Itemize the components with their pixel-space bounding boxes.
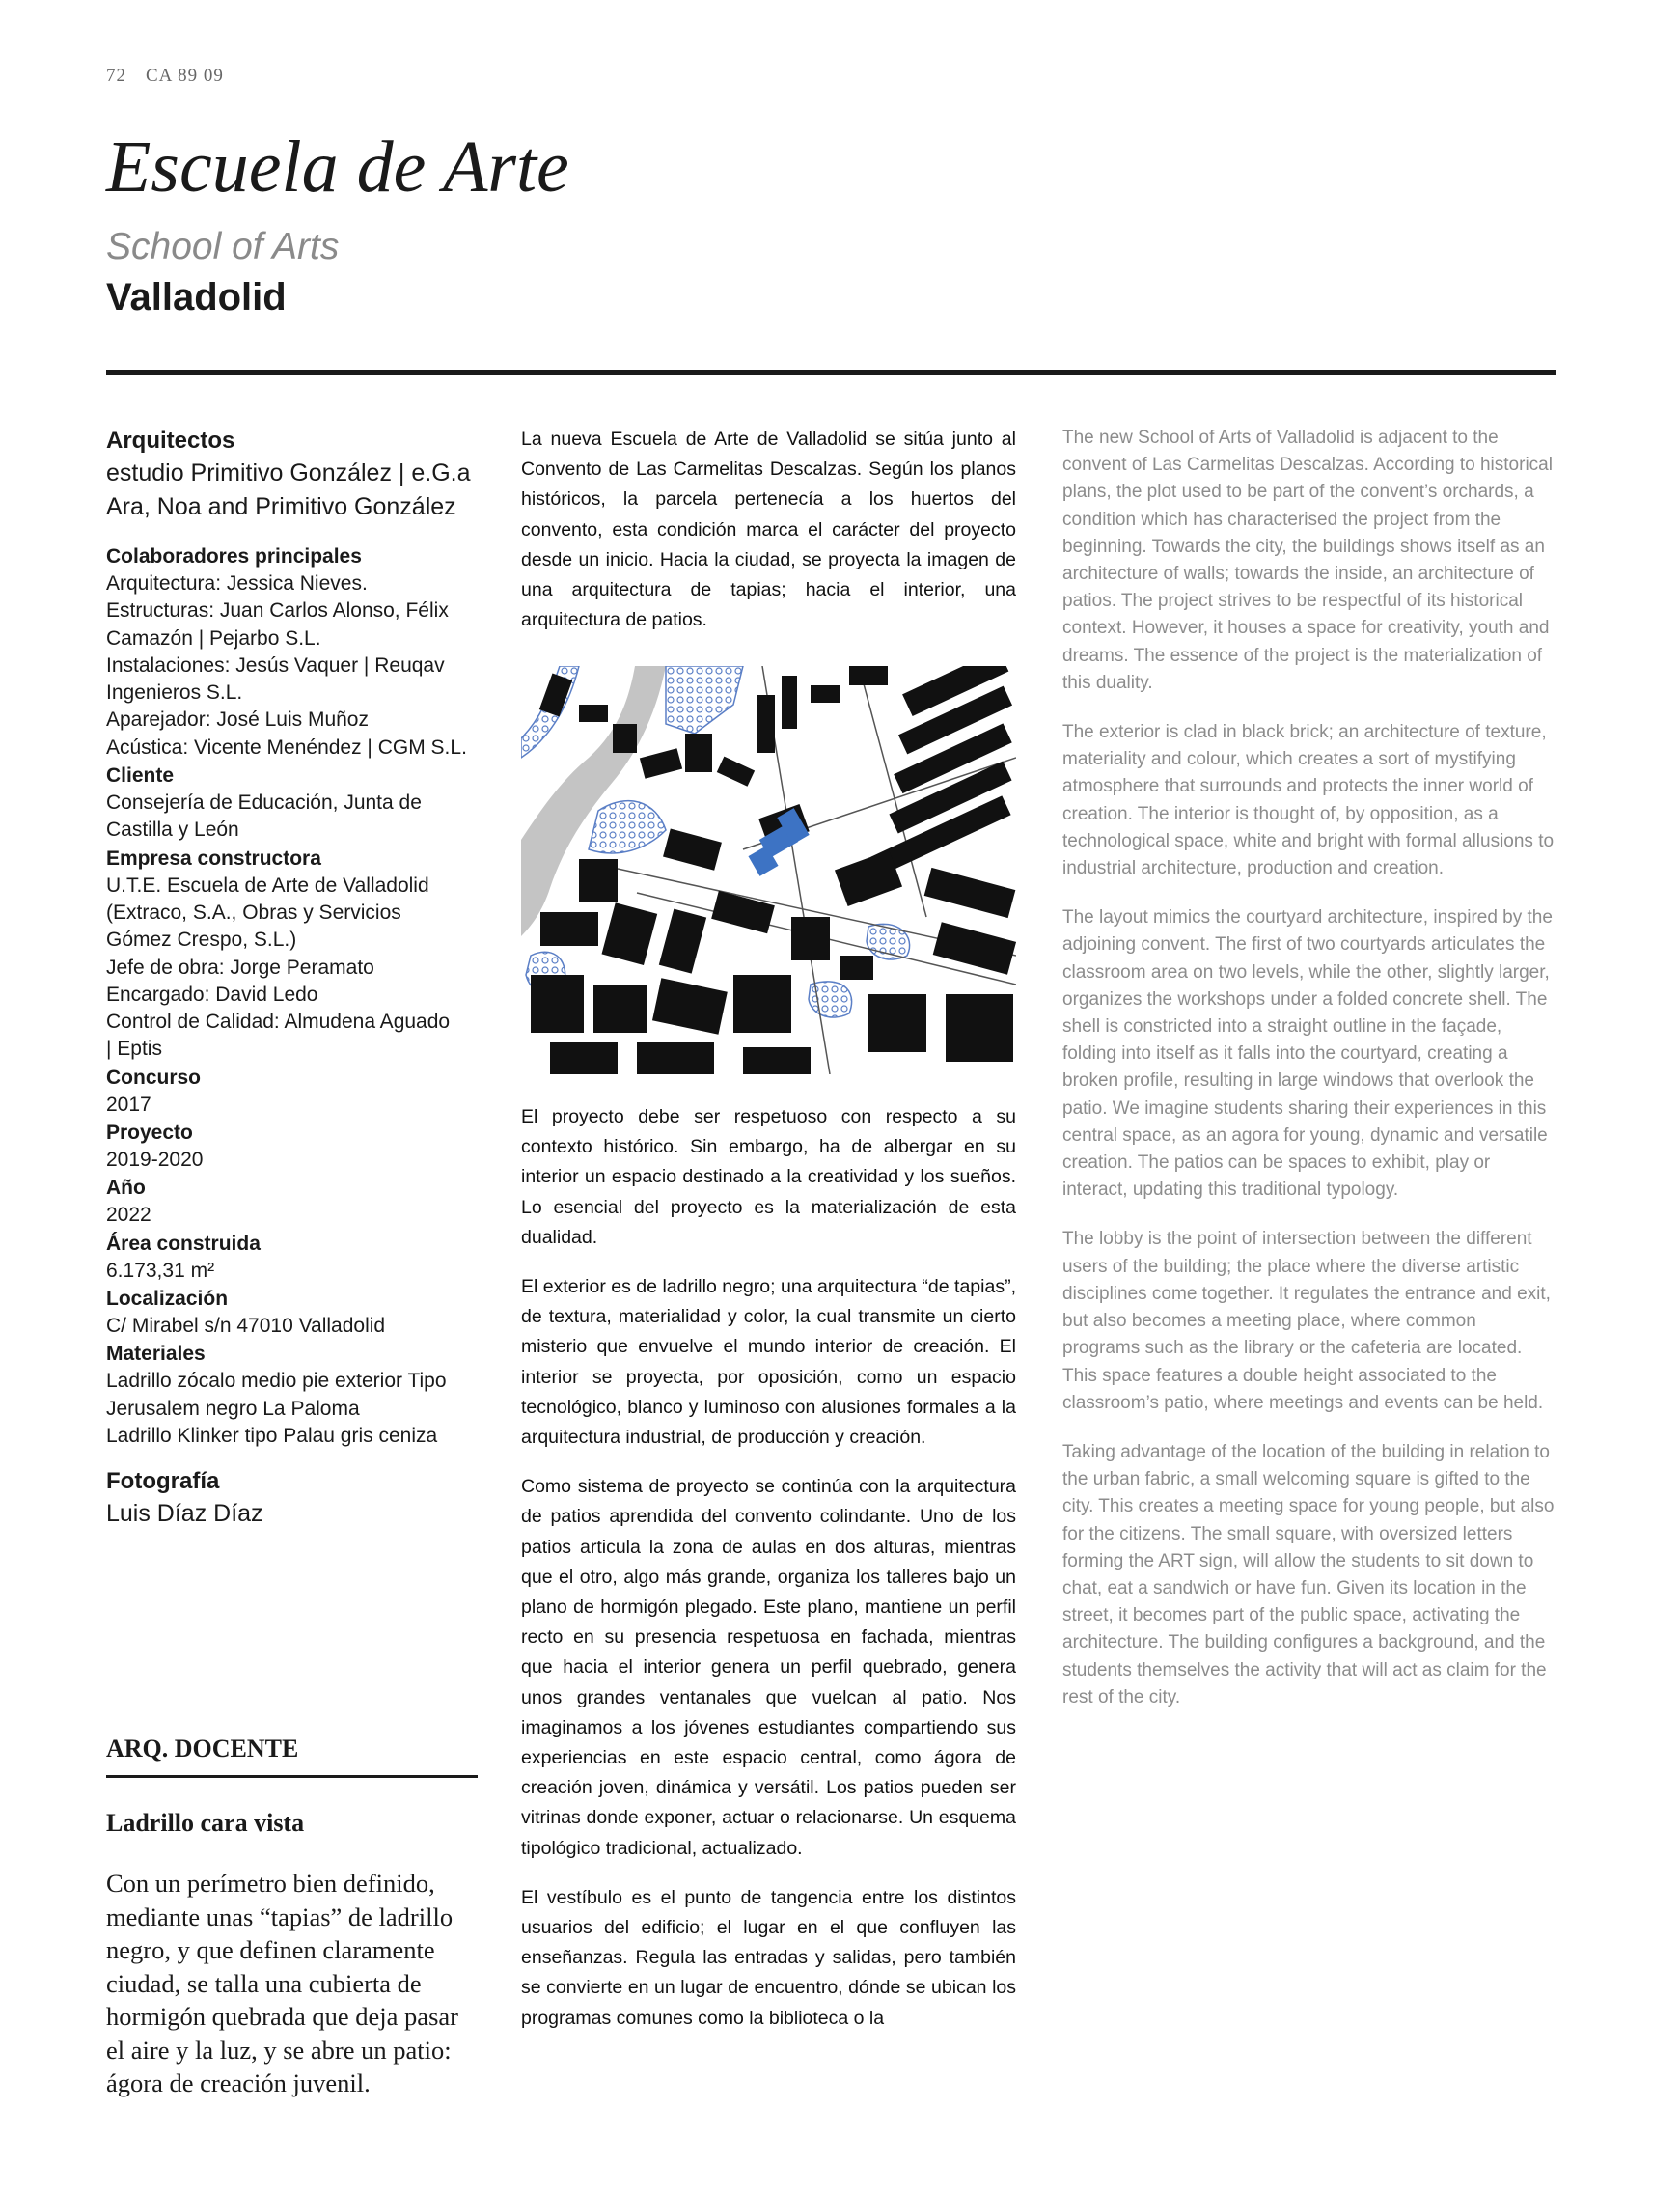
page-folio [106,66,224,87]
english-paragraph: The lobby is the point of intersection between the different users of the building; the place where the diverse artistic disciplines come together. It regulates the entrance and exit, but also becomes a meeting place, where common programs such as the library or the cafeteria are located. This space features a double height associated to the classroom’s patio, where meetings and events can be held. [1062,1229,1551,1413]
credit-value [106,1202,497,1229]
category-heading: ARQ. DOCENTE [106,1733,478,1778]
credit-line: Camazón | Pejarbo S.L. [106,626,321,650]
architects-line: estudio Primitivo González | e.G.a [106,459,471,486]
credit-value [106,570,497,762]
credit-value [106,873,497,1064]
credit-line: Encargado: David Ledo [106,983,318,1006]
article-city: Valladolid [106,276,287,319]
english-paragraph: The exterior is clad in black brick; an architecture of texture, materiality and colour, which creates a sort of mystifying atmosphere that surrounds and protects the inner world of creation. The interior is thought of, by opposition, as a technological space, white and bright with formal allusions to industrial architecture, production and creation. [1062,722,1555,879]
architects-label: Arquitectos [106,428,235,454]
credit-line: Consejería de Educación, Junta de [106,791,422,815]
credit-group [106,845,497,1064]
credit-line: Arquitectura: Jessica Nieves. [106,572,368,595]
credit-line: Instalaciones: Jesús Vaquer | Reuqav [106,653,445,677]
photo-label: Fotografía [106,1468,220,1495]
credit-group [106,542,497,762]
credit-line: 2019-2020 [106,1149,204,1172]
credit-label: Materiales [106,1343,206,1366]
credit-line: Ladrillo Klinker tipo Palau gris ceniza [106,1424,438,1447]
credit-line: Jerusalem negro La Paloma [106,1397,360,1420]
credit-label: Empresa constructora [106,847,321,870]
spanish-paragraph: La nueva Escuela de Arte de Valladolid se sitúa junto al Convento de Las Carmelitas Descalzas. Según los planos históricos, la parcela pertenecía a los huertos del convento, esta condición marca el carácter del proyecto desde un inicio. Hacia la ciudad, se proyecta la imagen de una arquitectura de tapias; hacia el interior, una arquitectura de patios. [521,429,1016,631]
architects-line: Ara, Noa and Primitivo González [106,492,456,520]
article-title: Escuela de Arte [106,126,569,208]
article-subtitle: School of Arts [106,226,340,267]
spanish-paragraph: El proyecto debe ser respetuoso con respecto a su contexto histórico. Sin embargo, ha de albergar en su interior un espacio destinado a la creatividad y los sueños. Lo esencial del proyecto es la materialización de esta dualidad. [521,1106,1016,1248]
credit-group [106,762,497,845]
credit-line: Ladrillo zócalo medio pie exterior Tipo [106,1370,447,1393]
credit-line: 2022 [106,1204,151,1227]
site-plan-drawing [521,666,1016,1074]
credit-label: Área construida [106,1232,261,1255]
spanish-paragraph: Como sistema de proyecto se continúa con la arquitectura de patios aprendida del convento colindante. Uno de los patios articula la zona de aulas en dos alturas, mientras que el otro, algo más grande, organiza los talleres bajo un plano de hormigón plegado. Este plano, mantiene un perfil recto en su presencia respetuosa en fachada, mientras que hacia el interior genera un perfil quebrado, genera unos grandes ventanales que vuelcan al patio. Nos imaginamos a los jóvenes estudiantes compartiendo sus experiencias en este espacio central, como ágora de creación joven, dinámica y versátil. Los patios pueden ser vitrinas donde exponer, actuar o relacionarse. Un esquema tipológico tradicional, actualizado. [521,1476,1016,1859]
spanish-paragraph: El vestíbulo es el punto de tangencia entre los distintos usuarios del edificio; el lugar en el que confluyen las enseñanzas. Regula las entradas y salidas, pero también se convierte en un lugar de encuentro, dónde se ubican los programas comunes como la biblioteca o la [521,1886,1016,2029]
credit-line: Ingenieros S.L. [106,681,243,705]
credit-line: Acústica: Vicente Menéndez | CGM S.L. [106,736,467,759]
credit-line: 2017 [106,1093,151,1116]
credit-label: Colaboradores principales [106,545,362,568]
spanish-body [521,1102,1016,2053]
english-paragraph: The new School of Arts of Valladolid is adjacent to the convent of Las Carmelitas Descalzas. According to historical plans, the plot used to be part of the convent’s orchards, a condition which has characterised the project from the beginning. Towards the city, the buildings shows itself as an architecture of walls; towards the inside, an architecture of patios. The project strives to be respectful of its historical context. However, it houses a space for creativity, youth and dreams. The essence of the project is the materialization of this duality. [1062,428,1553,693]
category-subheading: Ladrillo cara vista [106,1809,305,1837]
credit-line: Gómez Crespo, S.L.) [106,929,297,952]
credit-label: Proyecto [106,1122,193,1145]
english-column [1062,425,1556,1734]
credit-value [106,1147,497,1174]
category-summary: Con un perímetro bien definido, mediante unas “tapias” de ladrillo negro, y que definen claramente ciudad, se talla una cubierta de hormigón quebrada que deja pasar el aire y la luz, y se abre un patio: ágora de creación juvenil. [106,1869,458,2097]
photo-value: Luis Díaz Díaz [106,1500,263,1528]
english-paragraph: Taking advantage of the location of the building in relation to the urban fabric, a small welcoming square is gifted to the city. This creates a meeting space for young people, but also for the citizens. The small square, with oversized letters forming the ART sign, will allow the students to sit down to chat, eat a sandwich or have fun. Given its location in the street, it becomes part of the public space, activating the architecture. The building configures a background, and the students themselves the activity that will act as claim for the rest of the city. [1062,1441,1555,1707]
credit-line: Jefe de obra: Jorge Peramato [106,956,374,979]
credit-group [106,1230,497,1285]
credit-groups [106,542,497,1450]
credit-group [106,1340,497,1450]
issue-code: CA 89 09 [146,66,224,86]
credit-line: Estructuras: Juan Carlos Alonso, Félix [106,599,449,623]
english-paragraph: The layout mimics the courtyard architecture, inspired by the adjoining convent. The first of two courtyards articulates the classroom area on two levels, while the other, slightly larger, organizes the workshops under a folded concrete shell. The shell is constricted into a straight outline in the façade, folding into itself as it falls into the courtyard, creating a broken profile, resulting in large windows that overlook the patio. We imagine students sharing their experiences in this central space, as an agora for young, dynamic and versatile creation. The patios can be spaces to exhibit, play or interact, updating this traditional typology. [1062,907,1553,1201]
credit-label: Concurso [106,1066,202,1089]
credit-group [106,1285,497,1340]
category-sidebar [106,1733,478,2100]
spanish-paragraph: El exterior es de ladrillo negro; una arquitectura “de tapias”, de textura, materialidad y color, la cual transmite un cierto misterio que envuelve el mundo interior de creación. El interior se proyecta, por oposición, como un espacio tecnológico, blanco y luminoso con alusiones formales a la arquitectura industrial, de producción y creación. [521,1276,1016,1449]
page-number: 72 [106,66,126,86]
spanish-intro [521,425,1016,654]
credit-line: C/ Mirabel s/n 47010 Valladolid [106,1314,386,1337]
credit-line: Aparejador: José Luis Muñoz [106,708,369,732]
credit-line: 6.173,31 m² [106,1259,215,1282]
credit-group [106,1064,497,1119]
credit-label: Cliente [106,764,175,788]
credit-value [106,1313,497,1340]
credit-label: Año [106,1177,146,1200]
credit-line: | Eptis [106,1038,162,1061]
credit-value [106,1258,497,1285]
site-plan-map [521,666,1016,1074]
credit-value [106,790,497,845]
credit-line: (Extraco, S.A., Obras y Servicios [106,901,401,924]
architects-value [106,457,497,523]
credit-value [106,1368,497,1450]
credit-group [106,1174,497,1229]
credit-line: Control de Calidad: Almudena Aguado [106,1011,451,1034]
credit-group [106,1119,497,1174]
credits-column [106,425,497,1531]
header-rule [106,370,1556,375]
credit-label: Localización [106,1287,229,1310]
credit-line: Castilla y León [106,819,239,842]
credit-line: U.T.E. Escuela de Arte de Valladolid [106,874,429,897]
credit-value [106,1092,497,1119]
